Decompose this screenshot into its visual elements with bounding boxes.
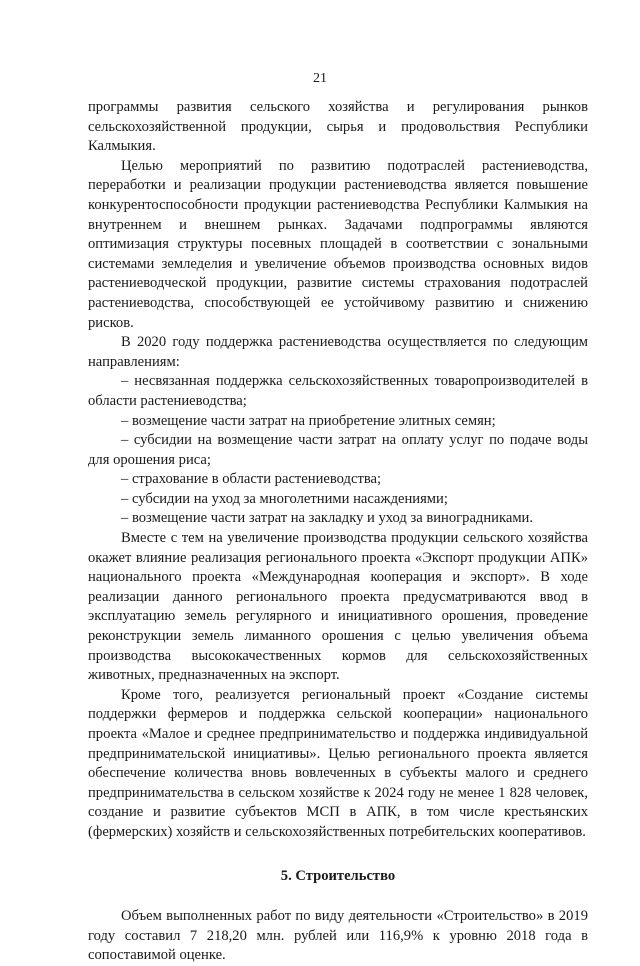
list-item-elite-seeds: – возмещение части затрат на приобретение элитных семян; — [121, 412, 496, 429]
list-item-unlinked-support: – несвязанная поддержка сельскохозяйственных товаропроизводителей в области растениеводства; — [88, 373, 588, 409]
document-body — [88, 98, 588, 966]
list-item-insurance: – страхование в области растениеводства; — [121, 471, 382, 488]
section-heading: 5. Строительство — [280, 867, 396, 884]
list-item-vineyards: – возмещение части затрат на закладку и уход за виноградниками. — [121, 510, 534, 527]
paragraph-support-intro: В 2020 году поддержка растениеводства осуществляется по следующим направлениям: — [88, 334, 588, 370]
paragraph-farmers-project: Кроме того, реализуется региональный проект «Создание системы поддержки фермеров и поддержка сельской кооперации» национального проекта «Малое и среднее предпринимательство и поддержка индивидуальной предпринимательской инициативы». Целью регионального проекта является обеспечение количества вновь вовлеченных в субъекты малого и среднего предпринимательства в сельском хозяйстве к 2024 году не менее 1 828 человек, создание и развитие субъектов МСП в АПК, в том числе крестьянских (фермерских) хозяйств и сельскохозяйственных потребительских кооперативов. — [88, 686, 588, 840]
paragraph-goals: Целью мероприятий по развитию подотраслей растениеводства, переработки и реализации продукции растениеводства является повышение конкурентоспособности продукции растениеводства Республики Калмыкия на внутреннем и внешнем рынках. Задачами подпрограммы являются оптимизация структуры посевных площадей в соответствии с зональными системами земледелия и увеличение объемов производства основных видов растениеводческой продукции, развитие системы страхования подотраслей растениеводства, способствующей ее устойчивому развитию и снижению рисков. — [88, 157, 588, 331]
list-item-perennial-plantings: – субсидии на уход за многолетними насаждениями; — [121, 490, 448, 507]
page-number: 21 — [313, 71, 327, 86]
paragraph-export-project: Вместе с тем на увеличение производства продукции сельского хозяйства окажет влияние реализация регионального проекта «Экспорт продукции АПК» национального проекта «Международная кооперация и экспорт». В ходе реализации данного регионального проекта предусматриваются ввод в эксплуатацию земель регулярного и инициативного орошения, проведение реконструкции земель лиманного орошения с целью увеличения объема производства высококачественных кормов для сельскохозяйственных животных, предназначенных на экспорт. — [88, 530, 588, 684]
paragraph-construction: Объем выполненных работ по виду деятельности «Строительство» в 2019 году составил 7 218,20 млн. рублей или 116,9% к уровню 2018 года в сопоставимой оценке. — [88, 908, 588, 964]
list-item-rice-irrigation: – субсидии на возмещение части затрат на оплату услуг по подаче воды для орошения риса; — [88, 432, 588, 468]
paragraph-continuation: программы развития сельского хозяйства и регулирования рынков сельскохозяйственной продукции, сырья и продовольствия Республики Калмыкия. — [88, 99, 588, 155]
